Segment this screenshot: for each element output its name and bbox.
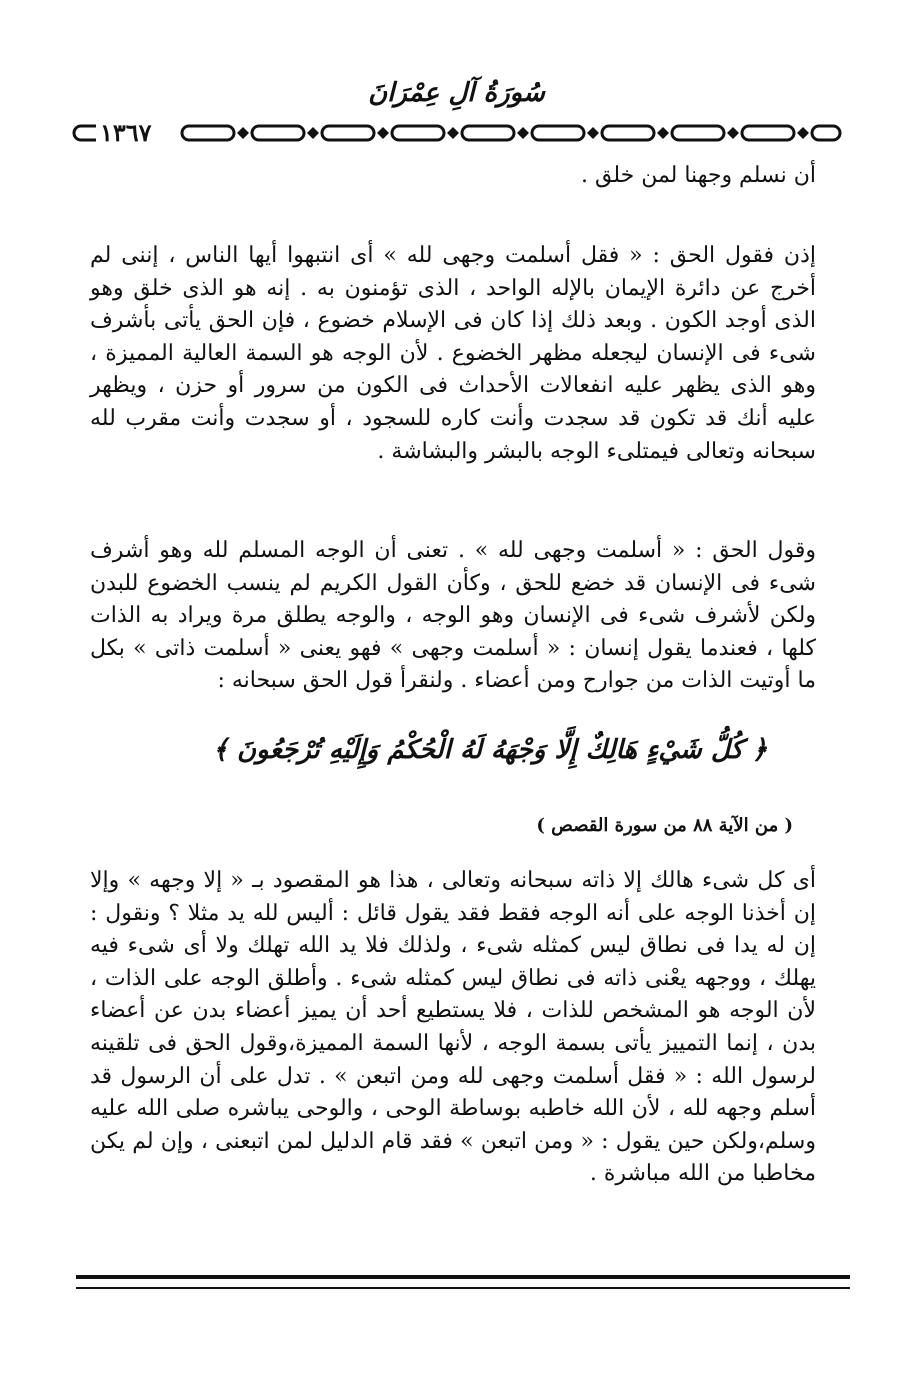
paragraph-2: إذن فقول الحق : « فقل أسلمت وجهى لله » أى انتبهوا أيها الناس ، إننى لم أخرج عن دائرة الإيمان بالإله الواحد ، الذى تؤمنون به . إنه هو الذى خلق وهو الذى أوجد الكون . وبعد ذلك إذا كان فى الإسلام خضوع ، فإن الحق يأتى بأشرف شىء فى الإنسان ليجعله مظهر الخضوع . لأن الوجه هو السمة العالية المميزة ، وهو الذى يظهر عليه انفعالات الأحداث فى الكون من سرور أو حزن ، ويظهر عليه أنك قد تكون قد سجدت وأنت كاره للسجود ، أو سجدت وأنت مقرب لله سبحانه وتعالى فيمتلىء الوجه بالبشر والبشاشة . xyxy=(90,243,816,464)
paragraph-4: أى كل شىء هالك إلا ذاته سبحانه وتعالى ، هذا هو المقصود بـ « إلا وجهه » وإلا إن أخذنا الوجه على أنه الوجه فقط فقد يقول قائل : أليس لله يد مثلا ؟ ونقول : إن له يدا فى نطاق ليس كمثله شىء ، ولذلك فلا يد الله تهلك ولا أى شىء فيه يهلك ، ووجهه يعْنى ذاته فى نطاق ليس كمثله شىء . وأطلق الوجه على الذات ، لأن الوجه هو المشخص للذات ، فلا يستطيع أحد أن يميز أعضاء بدن عن أعضاء بدن ، إنما التمييز يأتى بسمة الوجه ، لأنها السمة المميزة،وقول الحق فى تلقينه لرسول الله : « فقل أسلمت وجهى لله ومن اتبعن » . تدل على أن الرسول قد أسلم وجهه لله ، لأن الله خاطبه بوساطة الوحى ، والوحى يباشره صلى الله عليه وسلم،ولكن حين يقول : « ومن اتبعن » فقد قام الدليل لمن اتبعنى ، وإن لم يكن مخاطبا من الله مباشرة . xyxy=(90,868,816,1187)
paragraph-3: وقول الحق : « أسلمت وجهى لله » . تعنى أن الوجه المسلم لله وهو أشرف شىء فى الإنسان قد خضع للحق ، وكأن القول الكريم لم ينسب الخضوع للبدن ولكن لأشرف شىء فى الإنسان وهو الوجه ، والوجه يطلق مرة ويراد به الذات كلها ، فعندما يقول إنسان : « أسلمت وجهى » فهو يعنى « أسلمت ذاتى » بكل ما أوتيت الذات من جوارح ومن أعضاء . ولنقرأ قول الحق سبحانه : xyxy=(90,538,816,694)
paragraph-1: أن نسلم وجهنا لمن خلق . xyxy=(580,163,816,188)
verse-citation: ( من الآية ٨٨ من سورة القصص ) xyxy=(536,815,793,836)
quran-verse: ﴿ كُلُّ شَيْءٍ هَالِكٌ إِلَّا وَجْهَهُ لَهُ الْحُكْمُ وَإِلَيْهِ تُرْجَعُونَ ﴾ xyxy=(212,735,768,765)
page-number: ١٣٦٧ xyxy=(96,120,156,146)
ornamental-chain-border xyxy=(72,118,842,148)
footer-rule-thick xyxy=(76,1275,850,1279)
footer-rule-thin xyxy=(76,1287,850,1289)
surah-title: سُورَةُ آلِ عِمْرَانَ xyxy=(368,78,545,108)
